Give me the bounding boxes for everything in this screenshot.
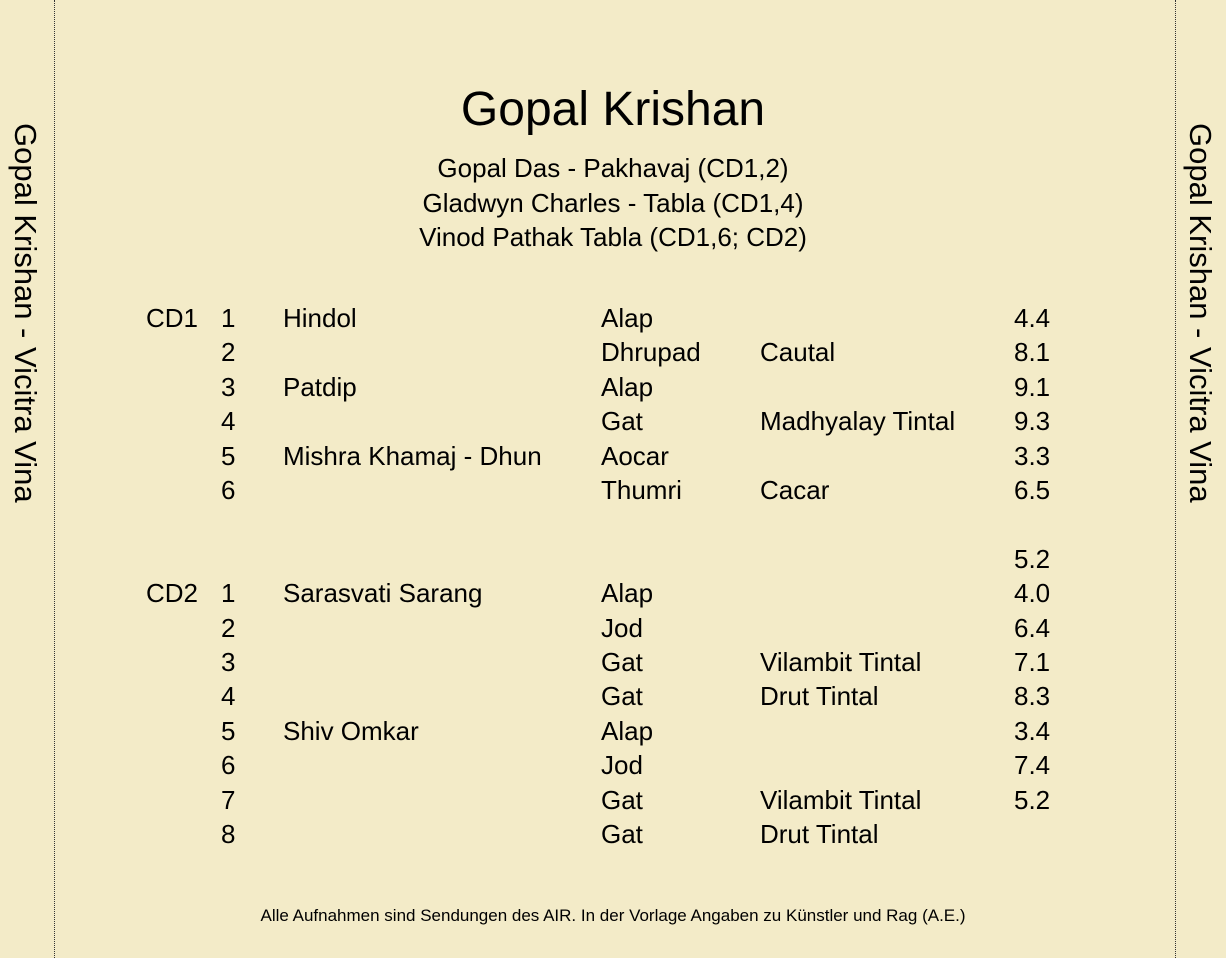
credit-line: Gopal Das - Pakhavaj (CD1,2) <box>437 153 789 183</box>
track-number: 1 <box>221 578 236 608</box>
track-tala: Madhyalay Tintal <box>760 406 956 436</box>
track-number: 3 <box>221 647 236 677</box>
track-number: 6 <box>221 475 236 505</box>
track-row <box>0 335 1226 369</box>
track-tala: Vilambit Tintal <box>760 785 922 815</box>
track-duration: 3.4 <box>1014 716 1051 746</box>
track-number: 5 <box>221 716 236 746</box>
track-duration: 5.2 <box>1014 544 1051 574</box>
track-row <box>0 370 1226 404</box>
track-raga: Mishra Khamaj - Dhun <box>283 441 542 471</box>
track-tala: Cacar <box>760 475 830 505</box>
track-duration: 3.3 <box>1014 441 1051 471</box>
track-raga: Hindol <box>283 303 357 333</box>
track-duration: 7.4 <box>1014 750 1051 780</box>
track-raga: Shiv Omkar <box>283 716 419 746</box>
track-form: Alap <box>601 372 654 402</box>
track-number: 4 <box>221 406 236 436</box>
track-duration: 4.4 <box>1014 303 1051 333</box>
track-number: 7 <box>221 785 236 815</box>
credit-line: Gladwyn Charles - Tabla (CD1,4) <box>422 187 804 218</box>
track-tala: Vilambit Tintal <box>760 647 922 677</box>
track-row <box>0 817 1226 851</box>
track-list <box>0 301 1226 861</box>
track-form: Thumri <box>601 475 682 505</box>
track-form: Jod <box>601 613 643 643</box>
track-duration: 9.3 <box>1014 406 1051 436</box>
track-row <box>0 301 1226 335</box>
track-duration: 6.5 <box>1014 475 1051 505</box>
track-row <box>0 576 1226 610</box>
credits-block <box>0 151 1226 255</box>
track-duration: 5.2 <box>1014 785 1051 815</box>
page-title: Gopal Krishan <box>460 83 766 136</box>
track-cd-label: CD1 <box>146 303 199 333</box>
track-tala: Drut Tintal <box>760 681 879 711</box>
track-form: Alap <box>601 578 654 608</box>
track-number: 2 <box>221 337 236 367</box>
track-form: Jod <box>601 750 643 780</box>
track-row <box>0 473 1226 507</box>
track-form: Dhrupad <box>601 337 701 367</box>
track-number: 2 <box>221 613 236 643</box>
track-number: 5 <box>221 441 236 471</box>
track-form: Gat <box>601 819 643 849</box>
track-row <box>0 439 1226 473</box>
track-tala: Cautal <box>760 337 836 367</box>
track-duration: 6.4 <box>1014 613 1051 643</box>
track-form: Gat <box>601 785 643 815</box>
track-number: 6 <box>221 750 236 780</box>
credit-line: Vinod Pathak Tabla (CD1,6; CD2) <box>419 222 807 252</box>
left-spine-text: Gopal Krishan - Vicitra Vina <box>8 123 43 503</box>
track-form: Gat <box>601 647 643 677</box>
track-duration: 9.1 <box>1014 372 1051 402</box>
track-row <box>0 783 1226 817</box>
track-row <box>0 748 1226 782</box>
track-tala: Drut Tintal <box>760 819 879 849</box>
footnote: Alle Aufnahmen sind Sendungen des AIR. In der Vorlage Angaben zu Künstler und Rag (A.E.) <box>260 906 966 925</box>
right-spine-text: Gopal Krishan - Vicitra Vina <box>1183 123 1218 503</box>
track-duration: 4.0 <box>1014 578 1051 608</box>
track-row <box>0 507 1226 541</box>
track-form: Aocar <box>601 441 669 471</box>
track-raga: Patdip <box>283 372 357 402</box>
track-form: Gat <box>601 681 643 711</box>
track-raga: Sarasvati Sarang <box>283 578 483 608</box>
track-number: 1 <box>221 303 236 333</box>
track-number: 4 <box>221 681 236 711</box>
track-row <box>0 611 1226 645</box>
track-row <box>0 542 1226 576</box>
track-form: Alap <box>601 716 654 746</box>
track-duration: 8.3 <box>1014 681 1051 711</box>
track-cd-label: CD2 <box>146 578 199 608</box>
track-number: 8 <box>221 819 236 849</box>
track-form: Gat <box>601 406 643 436</box>
track-row <box>0 714 1226 748</box>
track-duration: 8.1 <box>1014 337 1051 367</box>
track-number: 3 <box>221 372 236 402</box>
track-row <box>0 679 1226 713</box>
track-row <box>0 404 1226 438</box>
track-row <box>0 645 1226 679</box>
track-form: Alap <box>601 303 654 333</box>
track-duration: 7.1 <box>1014 647 1051 677</box>
